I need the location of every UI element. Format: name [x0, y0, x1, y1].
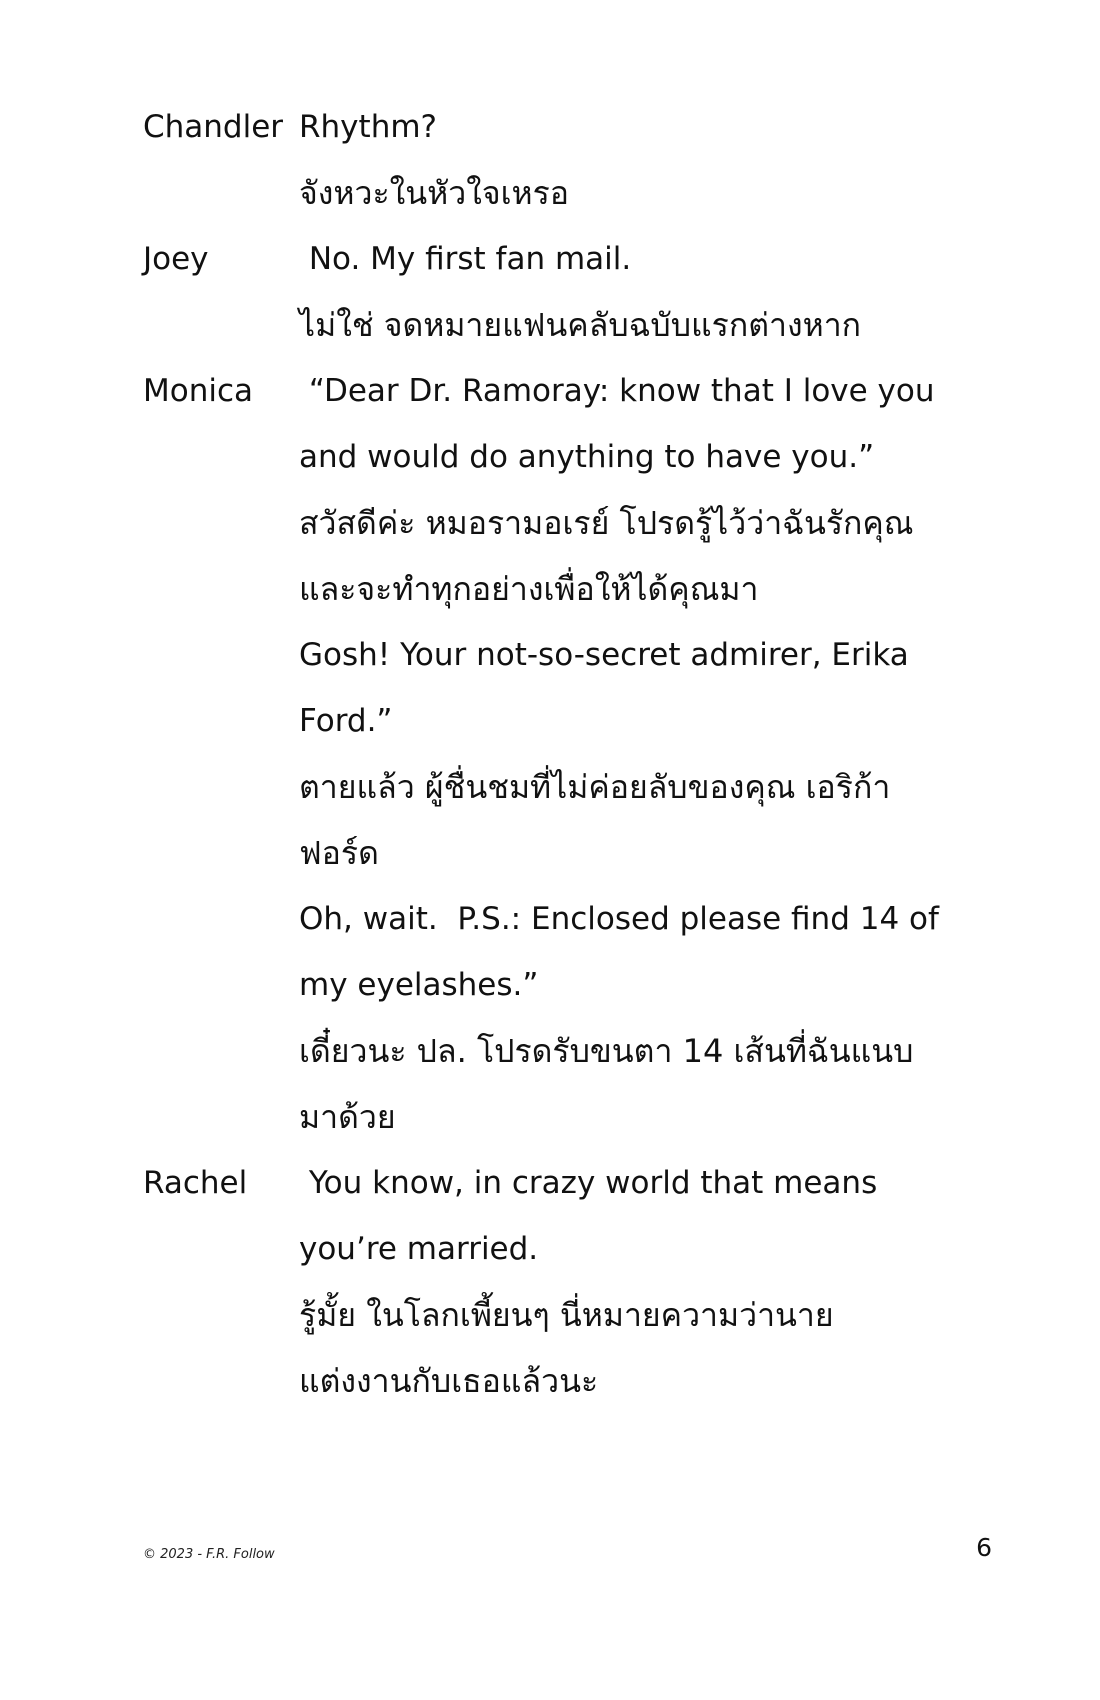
- dialogue-line: my eyelashes.”: [299, 967, 539, 1003]
- dialogue-line: Oh, wait. P.S.: Enclosed please find 14 of: [299, 901, 939, 937]
- dialogue-entry-monica: [143, 358, 1003, 1150]
- dialogue-line: Rhythm?: [299, 109, 437, 145]
- dialogue-line: เดี๋ยวนะ ปล. โปรดรับขนตา 14 เส้นที่ฉันแนบ: [299, 1032, 914, 1070]
- dialogue-line: and would do anything to have you.”: [299, 439, 875, 475]
- dialogue-entry-rachel: [143, 1150, 1003, 1414]
- dialogue-line: You know, in crazy world that means: [299, 1165, 878, 1201]
- dialogue-line: ฟอร์ด: [299, 834, 379, 872]
- speaker-name: Monica: [143, 373, 254, 409]
- dialogue-line: ตายแล้ว ผู้ชื่นชมที่ไม่ค่อยลับของคุณ เอริก้า: [299, 768, 891, 806]
- dialogue-line: “Dear Dr. Ramoray: know that I love you: [299, 373, 935, 409]
- dialogue-lines: [299, 1150, 1003, 1414]
- dialogue-line: ไม่ใช่ จดหมายแฟนคลับฉบับแรกต่างหาก: [299, 306, 862, 344]
- dialogue-lines: [299, 358, 1003, 1150]
- dialogue-line: มาด้วย: [299, 1098, 396, 1136]
- page-number: 6: [976, 1533, 992, 1562]
- speaker-name: Joey: [143, 241, 209, 277]
- dialogue-entry-joey: [143, 226, 1003, 358]
- copyright-footer: © 2023 - F.R. Follow: [143, 1547, 275, 1562]
- dialogue-line: you’re married.: [299, 1231, 539, 1267]
- speaker-name: Rachel: [143, 1165, 248, 1201]
- speaker-name: Chandler: [143, 109, 284, 145]
- dialogue-line: No. My first fan mail.: [299, 241, 632, 277]
- dialogue-line: และจะทำทุกอย่างเพื่อให้ได้คุณมา: [299, 570, 759, 608]
- dialogue-line: Ford.”: [299, 703, 393, 739]
- dialogue-lines: [299, 226, 1003, 358]
- dialogue-script: [143, 94, 1003, 1414]
- dialogue-line: สวัสดีค่ะ หมอรามอเรย์ โปรดรู้ไว้ว่าฉันรักคุณ: [299, 504, 914, 542]
- dialogue-line: Gosh! Your not-so-secret admirer, Erika: [299, 637, 909, 673]
- dialogue-entry-chandler: [143, 94, 1003, 226]
- dialogue-line: แต่งงานกับเธอแล้วนะ: [299, 1362, 599, 1400]
- dialogue-line: จังหวะในหัวใจเหรอ: [299, 174, 569, 212]
- dialogue-lines: [299, 94, 1003, 226]
- dialogue-line: รู้มั้ย ในโลกเพี้ยนๆ นี่หมายความว่านาย: [299, 1296, 834, 1334]
